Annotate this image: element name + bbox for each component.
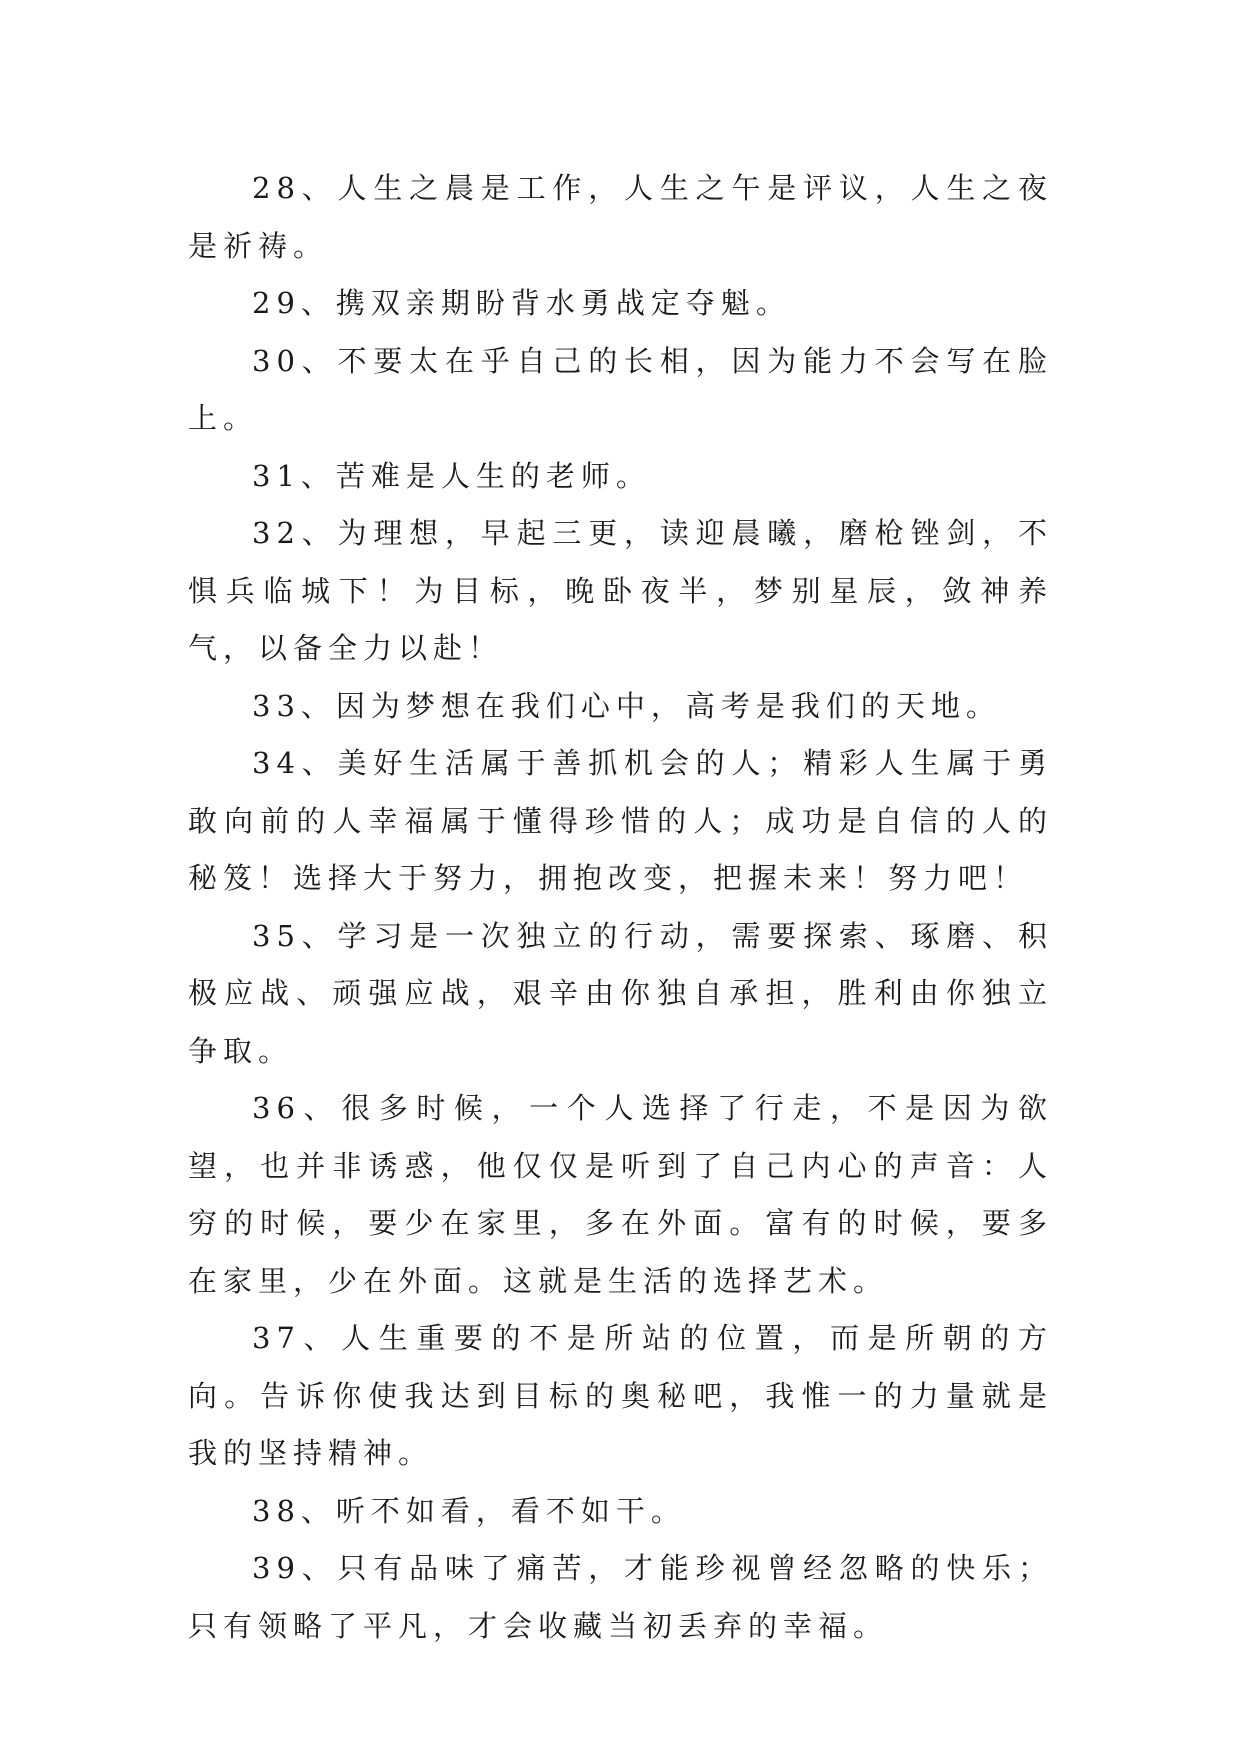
paragraph-35: 35、学习是一次独立的行动，需要探索、琢磨、积极应战、顽强应战，艰辛由你独自承担，胜利由你独立争取。 xyxy=(188,918,1053,1068)
paragraph-33: 33、因为梦想在我们心中，高考是我们的天地。 xyxy=(252,688,1001,723)
document-body xyxy=(188,160,1053,1655)
paragraph-39: 39、只有品味了痛苦，才能珍视曾经忽略的快乐；只有领略了平凡，才会收藏当初丢弃的幸福。 xyxy=(188,1551,1053,1643)
paragraph-32: 32、为理想，早起三更，读迎晨曦，磨枪锉剑，不惧兵临城下！为目标，晚卧夜半，梦别星辰，敛神养气，以备全力以赴！ xyxy=(188,516,1053,665)
paragraph-38: 38、听不如看，看不如干。 xyxy=(252,1493,686,1528)
paragraph-36: 36、很多时候，一个人选择了行走，不是因为欲望，也并非诱惑，他仅仅是听到了自己内心的声音：人穷的时候，要少在家里，多在外面。富有的时候，要多在家里，少在外面。这就是生活的选择艺术。 xyxy=(188,1091,1053,1298)
paragraph-30: 30、不要太在乎自己的长相，因为能力不会写在脸上。 xyxy=(188,343,1053,435)
paragraph-31: 31、苦难是人生的老师。 xyxy=(252,458,651,493)
paragraph-34: 34、美好生活属于善抓机会的人；精彩人生属于勇敢向前的人幸福属于懂得珍惜的人；成功是自信的人的秘笈！选择大于努力，拥抱改变，把握未来！努力吧！ xyxy=(188,746,1053,895)
paragraph-28: 28、人生之晨是工作，人生之午是评议，人生之夜是祈祷。 xyxy=(188,171,1053,263)
paragraph-29: 29、携双亲期盼背水勇战定夺魁。 xyxy=(252,286,791,320)
paragraph-37: 37、人生重要的不是所站的位置，而是所朝的方向。告诉你使我达到目标的奥秘吧，我惟一的力量就是我的坚持精神。 xyxy=(188,1321,1053,1470)
